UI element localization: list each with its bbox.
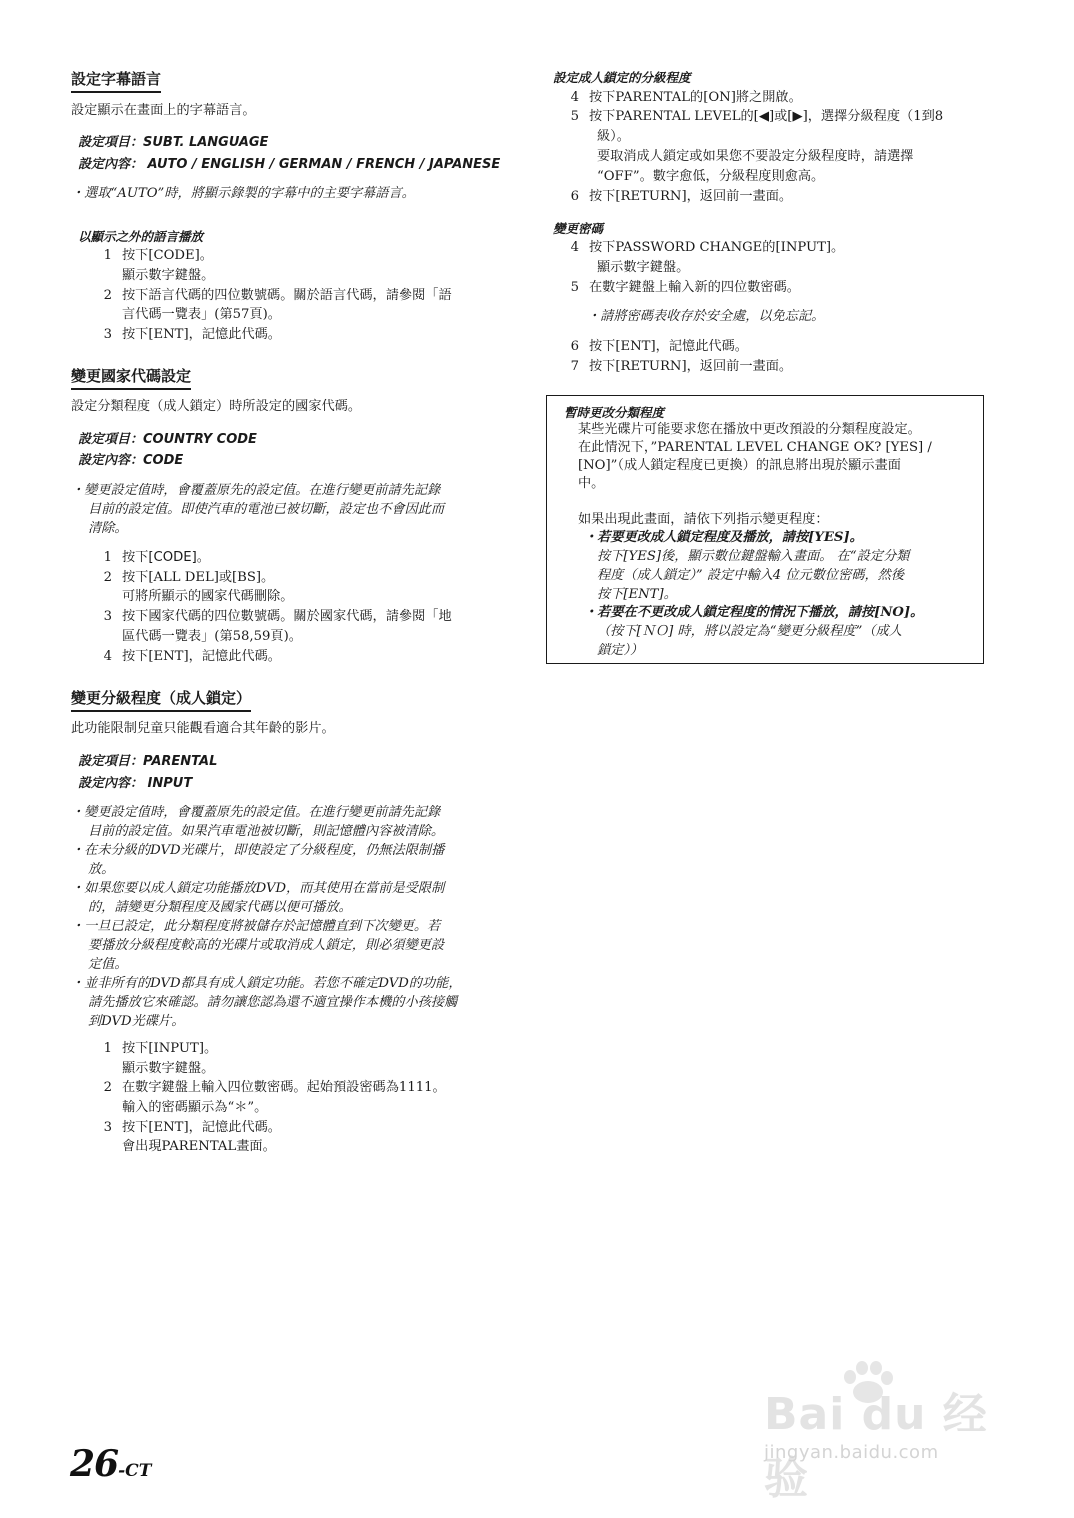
note-line: 請先播放它來確認。請勿讓您認為還不適宜操作本機的小孩接觸: [88, 995, 458, 1010]
step-subtext: “OFF”。數字愈低，分級程度則愈高。: [597, 169, 825, 184]
section-title-country-code: 變更國家代碼設定: [71, 367, 191, 390]
step-subtext: 區代碼一覽表」(第58,59頁)。: [122, 629, 302, 644]
note-line: 清除。: [88, 521, 128, 536]
box-line: 在此情況下，”PARENTAL LEVEL CHANGE OK? [YES] /: [578, 440, 932, 455]
subtitle-subhead: 以顯示之外的語言播放: [78, 229, 204, 244]
step-number: 3: [103, 609, 112, 624]
step-number: 1: [103, 550, 112, 565]
parental-setting-content: 設定內容： INPUT: [78, 776, 193, 791]
note-line: ・變更設定值時，會覆蓋原先的設定值。在進行變更前請先記錄: [71, 483, 441, 498]
note-line: 到DVD光碟片。: [88, 1014, 185, 1029]
step-text: 按下[ENT]，記憶此代碼。: [122, 1120, 281, 1135]
step-number: 5: [570, 280, 579, 295]
step-subtext: 輸入的密碼顯示為“＊”。: [122, 1100, 268, 1115]
step-text: 按下語言代碼的四位數號碼。關於語言代碼，請參閱「語: [122, 288, 452, 303]
step-number: 4: [570, 240, 579, 255]
password-subhead: 變更密碼: [553, 221, 604, 236]
step-text: 按下[CODE]。: [122, 550, 210, 565]
note-line: 目前的設定值。即使汽車的電池已被切斷，設定也不會因此而: [88, 502, 445, 517]
note-line: ・變更設定值時，會覆蓋原先的設定值。在進行變更前請先記錄: [71, 805, 441, 820]
password-note: ・請將密碼表收存於安全處，以免忘記。: [587, 309, 825, 324]
box-line: 中。: [578, 476, 605, 491]
note-line: 的，請變更分類程度及國家代碼以便可播放。: [88, 900, 352, 915]
step-text: 按下[ENT]，記憶此代碼。: [122, 327, 281, 342]
step-number: 5: [570, 109, 579, 124]
step-subtext: 要取消成人鎖定或如果您不要設定分級程度時，請選擇: [597, 149, 914, 164]
step-text: 按下PARENTAL的[ON]將之開啟。: [589, 90, 802, 105]
note-line: 要播放分級程度較高的光碟片或取消成人鎖定，則必須變更設: [88, 938, 445, 953]
step-subtext: 顯示數字鍵盤。: [122, 1061, 215, 1076]
note-line: 放。: [88, 862, 115, 877]
step-text: 按下[ALL DEL]或[BS]。: [122, 570, 275, 585]
step-subtext: 顯示數字鍵盤。: [597, 260, 690, 275]
step-number: 1: [103, 248, 112, 263]
step-text: 按下國家代碼的四位數號碼。關於國家代碼，請參閱「地: [122, 609, 452, 624]
step-text: 按下PASSWORD CHANGE的[INPUT]。: [589, 240, 845, 255]
note-line: ・如果您要以成人鎖定功能播放DVD，而其使用在當前是受限制: [71, 881, 445, 896]
box-yes-heading: ・若要更改成人鎖定程度及播放，請按[YES]。: [584, 530, 863, 545]
watermark-brand: Bai du 经验: [764, 1389, 988, 1504]
country-intro: 設定分類程度（成人鎖定）時所設定的國家代碼。: [71, 399, 362, 414]
step-text: 按下[INPUT]。: [122, 1041, 218, 1056]
step-number: 7: [570, 359, 579, 374]
step-number: 3: [103, 327, 112, 342]
box-no-line: （按下[ＮＯ] 時，將以設定為“變更分級程度”（成人: [597, 624, 902, 639]
step-text: 按下[RETURN]，返回前一畫面。: [589, 189, 793, 204]
country-setting-content: 設定內容：CODE: [78, 453, 184, 468]
step-text: 按下[ENT]，記憶此代碼。: [589, 339, 748, 354]
section-title-subtitle-language: 設定字幕語言: [71, 70, 161, 93]
box-no-line: 鎖定））: [597, 643, 644, 658]
watermark: [760, 1360, 1010, 1504]
box-line: 某些光碟片可能要求您在播放中更改預設的分類程度設定。: [578, 422, 921, 437]
step-subtext: 言代碼一覽表」(第57頁)。: [122, 307, 281, 322]
step-number: 3: [103, 1120, 112, 1135]
step-number: 4: [103, 649, 112, 664]
step-number: 4: [570, 90, 579, 105]
parental-notes: [71, 803, 462, 1031]
subtitle-setting-content: 設定內容： AUTO / ENGLISH / GERMAN / FRENCH / JAPANESE: [78, 157, 501, 172]
box-line: [NO]”（成人鎖定程度已更換）的訊息將出現於顯示畫面: [578, 458, 901, 473]
subtitle-note: ・選取“AUTO”時，將顯示錄製的字幕中的主要字幕語言。: [71, 186, 415, 201]
step-number: 2: [103, 1080, 112, 1095]
step-number: 6: [570, 189, 579, 204]
watermark-url: jingyan.baidu.com: [764, 1442, 939, 1463]
step-number: 2: [103, 288, 112, 303]
box-paragraph: 如果出現此畫面，請依下列指示變更程度：: [578, 512, 829, 527]
page-number-value: 26: [70, 1443, 119, 1485]
country-note: [71, 481, 444, 538]
parental-intro: 此功能限制兒童只能觀看適合其年齡的影片。: [71, 721, 335, 736]
note-line: ・一旦已設定，此分類程度將被儲存於記憶體直到下次變更。若: [71, 919, 441, 934]
subtitle-intro: 設定顯示在畫面上的字幕語言。: [71, 103, 256, 118]
temporary-change-box: [546, 395, 984, 664]
step-subtext: 顯示數字鍵盤。: [122, 268, 215, 283]
note-line: ・並非所有的DVD都具有成人鎖定功能。若您不確定DVD的功能，: [71, 976, 462, 991]
note-line: ・在未分級的DVD光碟片，即使設定了分級程度，仍無法限制播: [71, 843, 445, 858]
step-text: 在數字鍵盤上輸入四位數密碼。起始預設密碼為1111。: [122, 1080, 446, 1095]
subtitle-setting-item: 設定項目：SUBT. LANGUAGE: [78, 135, 269, 150]
box-body: [578, 421, 932, 660]
step-text: 按下[RETURN]，返回前一畫面。: [589, 359, 793, 374]
step-subtext: 級）。: [597, 129, 630, 144]
note-line: 定值。: [88, 957, 128, 972]
box-yes-line: 按下[YES]後，顯示數位鍵盤輸入畫面。 在“設定分類: [597, 549, 910, 564]
box-yes-line: 程度（成人鎖定）” 設定中輸入4 位元數位密碼，然後: [597, 568, 905, 583]
step-text: 按下[CODE]。: [122, 248, 213, 263]
box-yes-line: 按下[ENT]。: [597, 587, 677, 602]
step-subtext: 可將所顯示的國家代碼刪除。: [122, 589, 294, 604]
parental-setting-item: 設定項目：PARENTAL: [78, 754, 218, 769]
section-title-parental: 變更分級程度（成人鎖定）: [71, 689, 251, 712]
page-number: [70, 1443, 151, 1485]
step-number: 1: [103, 1041, 112, 1056]
step-text: 在數字鍵盤上輸入新的四位數密碼。: [589, 280, 800, 295]
page-suffix: -CT: [118, 1461, 152, 1481]
box-title: 暫時更改分類程度: [564, 405, 665, 420]
step-number: 2: [103, 570, 112, 585]
level-subhead: 設定成人鎖定的分級程度: [553, 70, 691, 85]
step-text: 按下PARENTAL LEVEL的[◀]或[▶]，選擇分級程度（1到8: [589, 109, 944, 124]
box-no-heading: ・若要在不更改成人鎖定程度的情況下播放，請按[NO]。: [584, 605, 924, 620]
country-setting-item: 設定項目：COUNTRY CODE: [78, 432, 257, 447]
note-line: 目前的設定值。如果汽車電池被切斷，則記憶體內容被清除。: [88, 824, 445, 839]
step-subtext: 會出現PARENTAL畫面。: [122, 1139, 276, 1154]
step-text: 按下[ENT]，記憶此代碼。: [122, 649, 281, 664]
step-number: 6: [570, 339, 579, 354]
